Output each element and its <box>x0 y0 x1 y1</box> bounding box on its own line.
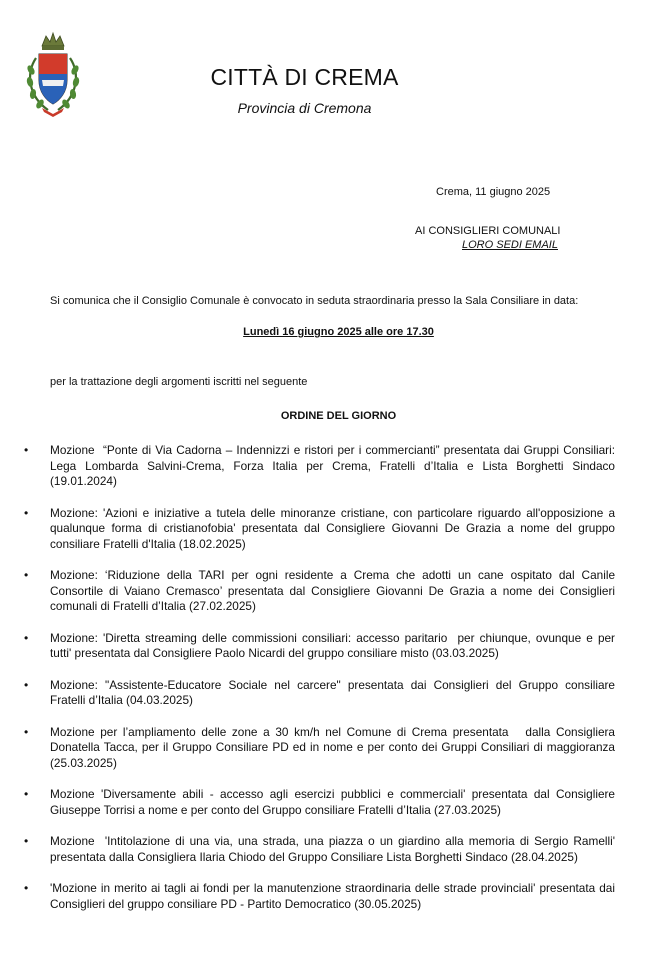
bullet-icon: • <box>24 881 29 895</box>
bullet-icon: • <box>24 834 29 848</box>
agenda-item <box>24 834 615 865</box>
agenda-item <box>24 630 615 662</box>
recipients-line-1: AI CONSIGLIERI COMUNALI <box>415 225 561 237</box>
agenda-item-text: Mozione: ‘Riduzione della TARI per ogni residente a Crema che adotti un cane ospitato dal Canile Consortile di Vaiano Cremasco’ presentata dal Consigliere Giovanni De Grazia a nome dei Consiglieri comunali di Fratelli d’Italia (27.02.2025) <box>50 568 615 613</box>
agenda-item-text: 'Mozione in merito ai tagli ai fondi per la manutenzione straordinaria delle strade provinciali' presentata dai Consiglieri del gruppo consiliare PD - Partito Democratico (30.05.2025) <box>50 881 615 911</box>
agenda-item-text: Mozione 'Intitolazione di una via, una strada, una piazza o un giardino alla memoria di Sergio Ramelli' presentata dalla Consigliera Ilaria Chiodo del Gruppo Consiliare Lista Borghetti Sindaco (28.04.2025) <box>50 834 615 864</box>
recipients-block <box>415 224 560 252</box>
bullet-icon: • <box>24 443 29 457</box>
bullet-icon: • <box>24 724 29 739</box>
agenda-item <box>24 568 615 615</box>
bullet-icon: • <box>24 787 29 801</box>
document-date: Crema, 11 giugno 2025 <box>436 186 551 198</box>
bullet-icon: • <box>24 677 29 692</box>
agenda-item <box>24 881 615 912</box>
page-title: CITTÀ DI CREMA <box>210 64 399 90</box>
agenda-item <box>24 505 615 553</box>
agenda-item-text: Mozione: 'Azioni e iniziative a tutela delle minoranze cristiane, con particolare riguardo all'opposizione a qualunque forma di cristianofobia' presentata dal Consigliere Giovanni De Grazia a nome del gruppo consiliare Fratelli d'Italia (18.02.2025) <box>50 505 615 551</box>
bullet-icon: • <box>24 630 29 645</box>
page-subtitle: Provincia di Cremona <box>237 100 372 116</box>
agenda-item-text: Mozione 'Diversamente abili - accesso agli esercizi pubblici e commerciali' presentata dal Consigliere Giuseppe Torrisi a nome e per conto del Gruppo consiliare Fratelli d’Italia (27.03.2025) <box>50 787 615 817</box>
agenda-title: ORDINE DEL GIORNO <box>280 410 397 422</box>
agenda-item <box>24 443 615 490</box>
bullet-icon: • <box>24 505 29 520</box>
lead-text: per la trattazione degli argomenti iscritti nel seguente <box>50 376 308 388</box>
agenda-item-text: Mozione per l’ampliamento delle zone a 30 km/h nel Comune di Crema presentata dalla Consigliera Donatella Tacca, per il Gruppo Consiliare PD ed in nome e per conto dei Gruppi Consiliari di maggioranza (25.03.2025) <box>50 724 615 770</box>
agenda-item-text: Mozione “Ponte di Via Cadorna – Indennizzi e ristori per i commercianti” presentata dai Gruppi Consiliari: Lega Lombarda Salvini-Crema, Forza Italia per Crema, Fratelli d’Italia e Lista Borghetti Sindaco (19.01.2024) <box>50 443 615 488</box>
agenda-item <box>24 787 615 818</box>
agenda-list <box>24 443 615 928</box>
meeting-datetime: Lunedì 16 giugno 2025 alle ore 17.30 <box>243 326 434 338</box>
agenda-item-text: Mozione: 'Diretta streaming delle commissioni consiliari: accesso paritario per chiunque, ovunque e per tutti' presentata dal Consigliere Paolo Nicardi del gruppo consiliare misto (03.03.2025) <box>50 630 615 660</box>
agenda-item-text: Mozione: "Assistente-Educatore Sociale nel carcere" presentata dai Consiglieri del Gruppo consiliare Fratelli d’Italia (04.03.2025) <box>50 677 615 707</box>
intro-text: Si comunica che il Consiglio Comunale è convocato in seduta straordinaria presso la Sala Consiliare in data: <box>50 295 579 307</box>
agenda-item <box>24 724 615 772</box>
agenda-item <box>24 677 615 709</box>
bullet-icon: • <box>24 568 29 582</box>
recipients-line-2: LORO SEDI EMAIL <box>462 239 558 251</box>
